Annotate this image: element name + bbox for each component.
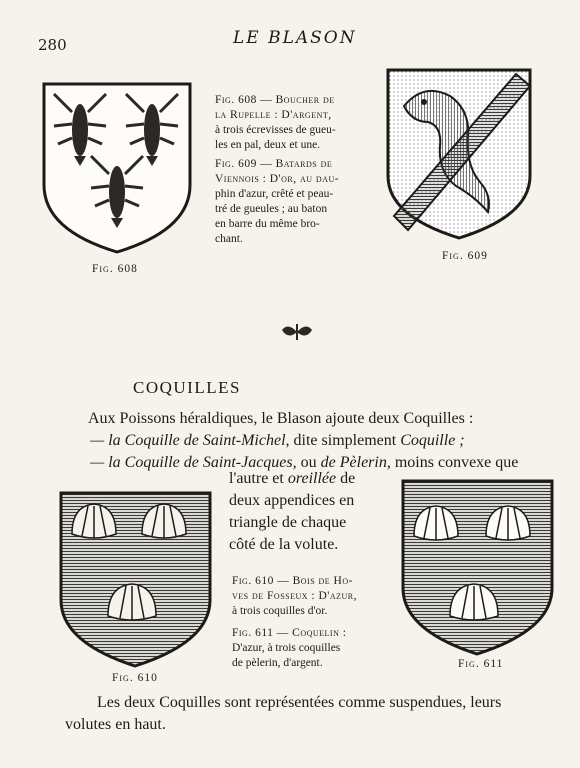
shield-611 [400, 478, 555, 656]
figure-label-611: Fig. 611 [458, 658, 504, 670]
text-italic: oreillée [287, 470, 337, 487]
caption-line: à trois écrevisses de gueu- [215, 124, 336, 136]
caption-line: Fig. 610 — Bois de Ho- [232, 575, 353, 587]
caption-line: Fig. 609 — Batards de [215, 158, 333, 170]
text-line: triangle de chaque [229, 514, 347, 531]
caption-line: tré de gueules ; au baton [215, 203, 328, 215]
text-line: côté de la volute. [229, 536, 339, 553]
text-line [229, 468, 389, 490]
text-italic: — la Coquille de Saint-Jacques, [90, 454, 297, 471]
intro-paragraph [88, 408, 558, 474]
text-italic: de Pèlerin, [320, 454, 391, 471]
text-line: deux appendices en [229, 492, 355, 509]
text-span: ou [296, 454, 321, 471]
page-number: 280 [38, 36, 67, 54]
figure-label-609: Fig. 609 [442, 250, 488, 262]
section-title: COQUILLES [133, 378, 241, 397]
text-italic: Coquille ; [400, 432, 465, 449]
text-line: volutes en haut. [65, 716, 166, 733]
caption-line: D'azur, à trois coquilles [232, 642, 341, 654]
text-span: l'autre et [229, 470, 288, 487]
text-span: dite simplement [289, 432, 401, 449]
caption-line: à trois coquilles d'or. [232, 605, 328, 617]
caption-line: Fig. 608 — Boucher de [215, 94, 335, 106]
running-title: LE BLASON [233, 28, 357, 48]
caption-610 [232, 574, 392, 619]
caption-line: Fig. 611 — Coquelin : [232, 627, 347, 639]
caption-line: phin d'azur, crêté et peau- [215, 188, 334, 200]
caption-line: ves de Fosseux : D'azur, [232, 590, 358, 602]
caption-609 [215, 157, 365, 247]
text-span: moins convexe que [390, 454, 519, 471]
caption-line: la Rupelle : D'argent, [215, 109, 332, 121]
closing-paragraph [65, 692, 560, 736]
figure-label-610: Fig. 610 [112, 672, 158, 684]
text-span: de [336, 470, 356, 487]
text-line: Les deux Coquilles sont représentées comme suspendues, leurs [97, 694, 502, 711]
caption-line: en barre du même bro- [215, 218, 320, 230]
shield-608 [40, 80, 195, 255]
text-line [90, 430, 558, 452]
caption-line: chant. [215, 233, 243, 245]
figure-label-608: Fig. 608 [92, 263, 138, 275]
narrow-paragraph [229, 468, 389, 556]
fleuron-ornament-icon [280, 322, 314, 342]
caption-line: de pèlerin, d'argent. [232, 657, 323, 669]
shield-610 [58, 490, 213, 668]
caption-line: Viennois : D'or, au dau- [215, 173, 340, 185]
text-italic: — la Coquille de Saint-Michel, [90, 432, 290, 449]
text-line: Aux Poissons héraldiques, le Blason ajoute deux Coquilles : [88, 410, 474, 427]
caption-611 [232, 626, 392, 671]
caption-608 [215, 93, 365, 153]
shield-609 [384, 66, 534, 240]
caption-line: les en pal, deux et une. [215, 139, 321, 151]
